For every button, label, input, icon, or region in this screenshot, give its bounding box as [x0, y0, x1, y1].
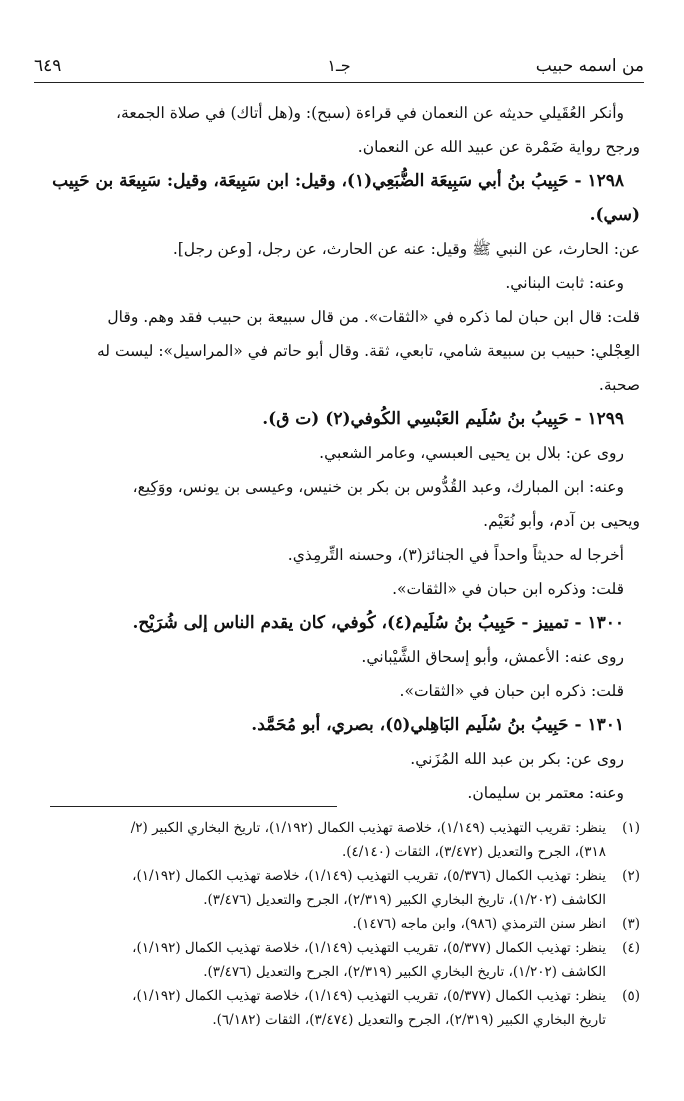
footnote-number: (٥) — [622, 988, 640, 1004]
text-line: ويحيى بن آدم، وأبو نُعَيْم. — [483, 512, 640, 530]
footnote-text: الكاشف (١/٢٠٢)، تاريخ البخاري الكبير (٢/٣١٩)، الجرح والتعديل (٣/٤٧٦). — [203, 892, 606, 908]
footnote — [40, 984, 640, 1032]
text-line: قلت: قال ابن حبان لما ذكره في «الثقات». من قال سبيعة بن حبيب فقد وهم. وقال — [107, 308, 640, 326]
footnote-divider — [50, 806, 337, 807]
footnote-number: (٣) — [622, 916, 640, 932]
footnote-number: (١) — [622, 820, 640, 836]
text-line: وأنكر العُقَيلي حديثه عن النعمان في قراءة (سبح): و(هل أتاك) في صلاة الجمعة، — [116, 104, 624, 122]
entry-heading-1300: ١٣٠٠ - تمييز - حَبِيبُ بنُ سُلَيم(٤)، كُوفي، كان يقدم الناس إلى شُرَيْح. — [132, 613, 624, 633]
entry-heading-1298-cont: (سي). — [589, 205, 640, 225]
text-line: روى عن: بلال بن يحيى العبسي، وعامر الشعبي. — [319, 444, 624, 462]
footnote — [40, 912, 640, 936]
footnote-text: ينظر: تهذيب الكمال (٥/٣٧٧)، تقريب التهذيب (١/١٤٩)، خلاصة تهذيب الكمال (١/١٩٢)، — [132, 988, 606, 1004]
footnote-text: انظر سنن الترمذي (٩٨٦)، وابن ماجه (١٤٧٦). — [352, 916, 606, 932]
text-line: روى عن: بكر بن عبد الله المُزَني. — [410, 750, 624, 768]
footnote — [40, 816, 640, 864]
entry-heading-1299: ١٢٩٩ - حَبِيبُ بنُ سُلَيم العَبْسِي الكُوفي(٢) (ت ق). — [262, 409, 624, 429]
footnote-text: ٣١٨)، الجرح والتعديل (٣/٤٧٢)، الثقات (٤/١٤٠). — [341, 844, 606, 860]
footnote-text: ينظر: تهذيب الكمال (٥/٣٧٦)، تقريب التهذيب (١/١٤٩)، خلاصة تهذيب الكمال (١/١٩٢)، — [132, 868, 606, 884]
page-header — [34, 52, 644, 83]
footnote-number: (٤) — [622, 940, 640, 956]
footnote-text: ينظر: تقريب التهذيب (١/١٤٩)، خلاصة تهذيب الكمال (١/١٩٢)، تاريخ البخاري الكبير (٢/ — [130, 820, 606, 836]
text-line: روى عنه: الأعمش، وأبو إسحاق الشَّيْباني. — [361, 648, 624, 666]
text-line: وعنه: ثابت البناني. — [505, 274, 624, 292]
volume-label: جـ١ — [327, 56, 351, 75]
footnote-number: (٢) — [622, 868, 640, 884]
entry-heading-1301: ١٣٠١ - حَبِيبُ بنُ سُلَيم البَاهِلي(٥)، بصري، أبو مُحَمَّد. — [251, 715, 624, 735]
text-line: صحبة. — [598, 376, 640, 394]
page-number: ٦٤٩ — [34, 56, 62, 76]
footnote-text: ينظر: تهذيب الكمال (٥/٣٧٧)، تقريب التهذيب (١/١٤٩)، خلاصة تهذيب الكمال (١/١٩٢)، — [132, 940, 606, 956]
section-title: من اسمه حبيب — [535, 56, 644, 76]
text-line: العِجْلي: حبيب بن سبيعة شامي، تابعي، ثقة. وقال أبو حاتم في «المراسيل»: ليست له — [97, 342, 640, 360]
text-line: وعنه: ابن المبارك، وعبد القُدُّوس بن بكر بن خنيس، وعيسى بن يونس، ووَكِيع، — [132, 478, 624, 496]
text-line: ورجح رواية ضَمْرة عن عبيد الله عن النعمان. — [357, 138, 640, 156]
text-line: أخرجا له حديثاً واحداً في الجنائز(٣)، وحسنه التِّرمِذي. — [287, 546, 624, 564]
text-line: قلت: ذكره ابن حبان في «الثقات». — [399, 682, 624, 700]
main-text — [40, 96, 640, 810]
text-line: وعنه: معتمر بن سليمان. — [467, 784, 624, 802]
footnote-text: الكاشف (١/٢٠٢)، تاريخ البخاري الكبير (٢/٣١٩)، الجرح والتعديل (٣/٤٧٦). — [203, 964, 606, 980]
text-line: قلت: وذكره ابن حبان في «الثقات». — [392, 580, 624, 598]
footnote — [40, 864, 640, 912]
footnote — [40, 936, 640, 984]
footnotes — [40, 816, 640, 1032]
entry-heading-1298: ١٢٩٨ - حَبِيبُ بنُ أبي سَبِيعَة الضُّبَعِي(١)، وقيل: ابن سَبِيعَة، وقيل: سَبِيعَة بن حَبِيب — [52, 171, 624, 191]
footnote-text: تاريخ البخاري الكبير (٢/٣١٩)، الجرح والتعديل (٣/٤٧٤)، الثقات (٦/١٨٢). — [212, 1012, 606, 1028]
text-line: عن: الحارث، عن النبي ﷺ وقيل: عنه عن الحارث، عن رجل، [وعن رجل]. — [172, 240, 640, 258]
